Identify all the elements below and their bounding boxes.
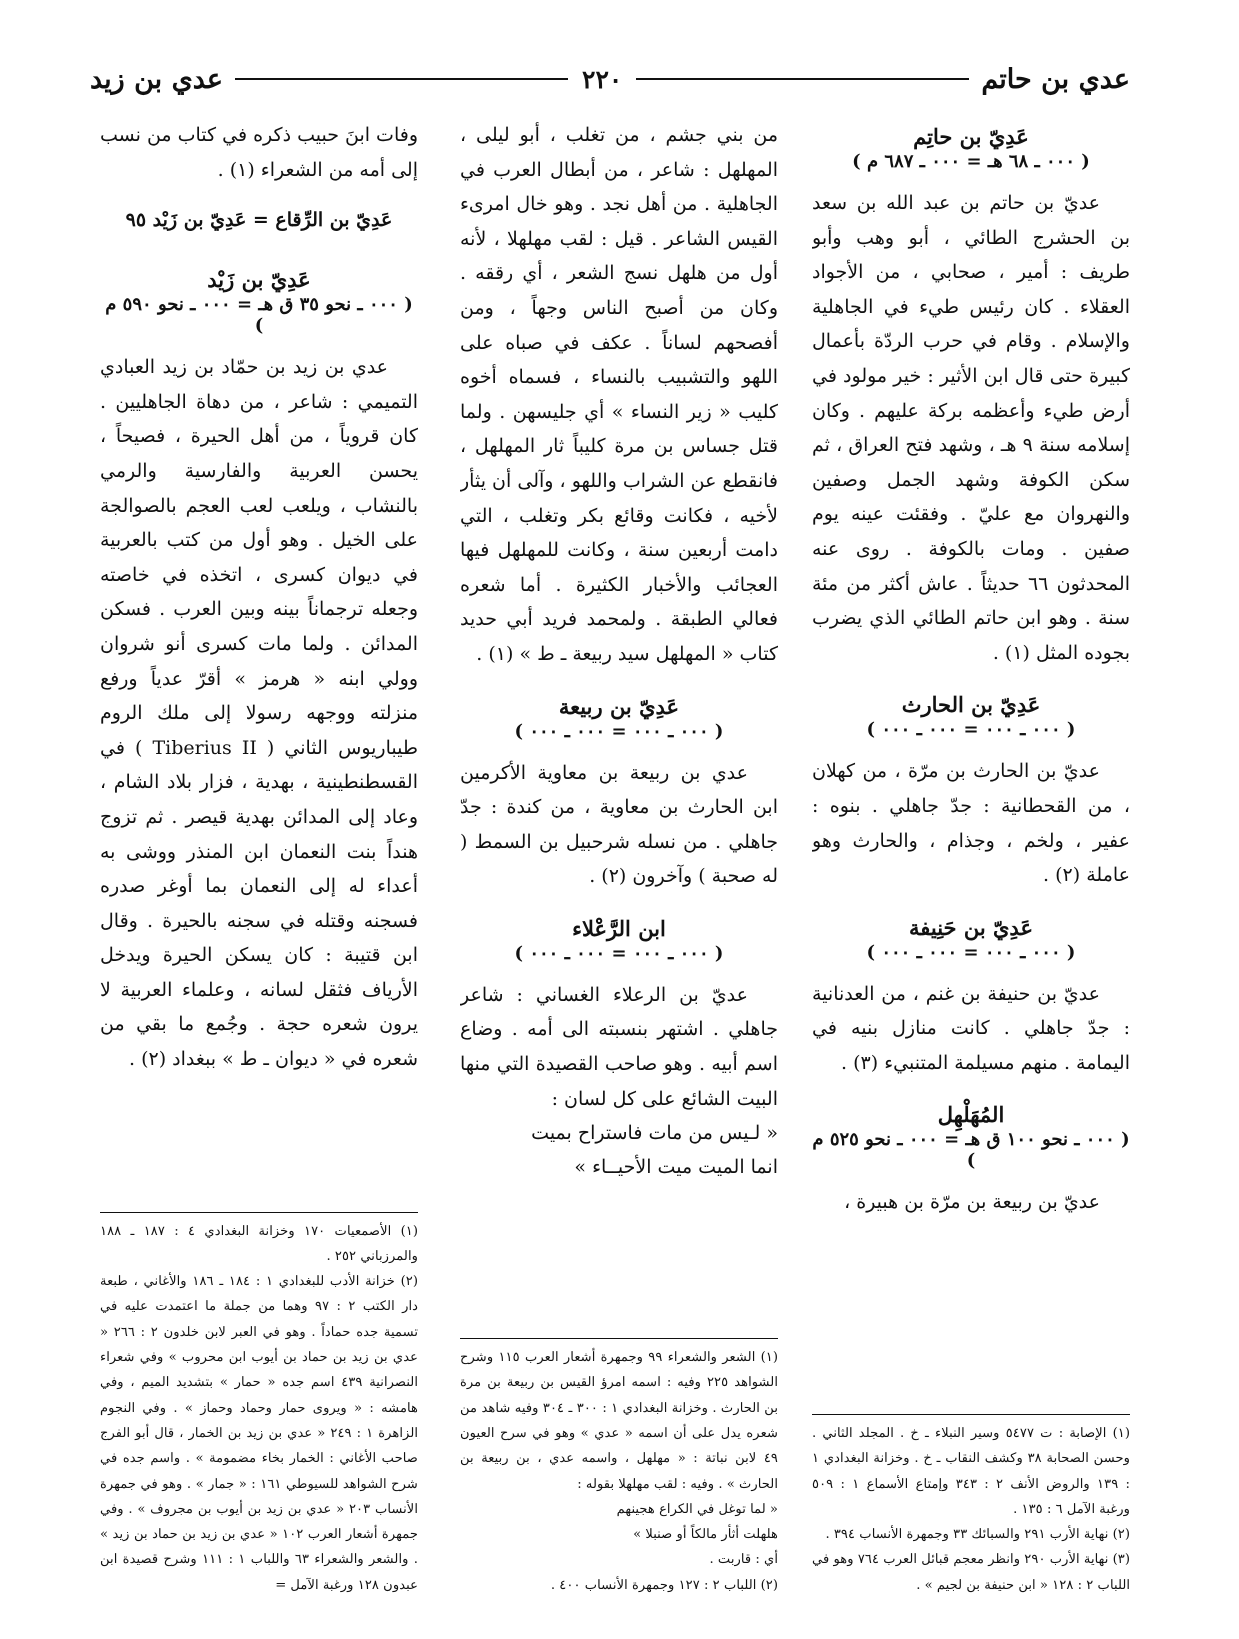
entry-text: عدي بن ربيعة بن معاوية الأكرمين ابن الحارث بن معاوية ، من كندة : جدّ جاهلي . من نسله شرحبيل بن السمط ( له صحبة ) وآخرون (٢) .: [460, 761, 778, 888]
entry-text: عديّ بن حنيفة بن غنم ، من العدنانية : جدّ جاهلي . كانت منازل بنيه في اليمامة . منهم مسيلمة المتنبيء (٣) .: [812, 982, 1130, 1074]
footnote: (٢) اللباب ٢ : ١٢٧ وجمهرة الأنساب ٤٠٠ .: [550, 1577, 778, 1593]
footnote: (٢) خزانة الأدب للبغدادي ١ : ١٨٤ ـ ١٨٦ والأغاني ، طبعة دار الكتب ٢ : ٩٧ وهما من جملة ما اعتمدت عليه في تسمية جده حماداً . وهو في العبر لابن خلدون ٢ : ٢٦٦ « عدي بن زيد بن حماد بن أيوب ابن محروب » وفي شعراء النصرانية ٤٣٩ اسم جده « حمار » بتشديد الميم ، وفي هامشه : « ويروى حمار وحماد وحماز » . وفي النجوم الزاهرة ١ : ٢٤٩ « عدي بن زيد بن الخمار ، قال أبو الفرج صاحب الأغاني : الخمار بخاء مضمومة » . واسم جده في شرح الشواهد للسيوطي ١٦١ : « جمار » . وهو في جمهرة الأنساب ٢٠٣ « عدي بن زيد بن أيوب بن مجروف » . وفي جمهرة أشعار العرب ١٠٢ « عدي بن زيد بن حماد بن زيد » . والشعر والشعراء ٦٣ واللباب ١ : ١١١ وشرح قصيدة ابن عبدون ١٢٨ ورغبة الآمل =: [100, 1274, 419, 1593]
entry-title: عَدِيّ بن زَيْد: [207, 267, 311, 293]
entry-adi-bin-al-harith: [812, 692, 1130, 892]
entry-title: عَدِيّ بن حَنِيفة: [909, 914, 1033, 940]
entry-dates: ( ٠٠٠ ـ ٦٨ هـ = ٠٠٠ ـ ٦٨٧ م ): [852, 151, 1090, 172]
entry-dates: ( ٠٠٠ ـ ٠٠٠ = ٠٠٠ ـ ٠٠٠ ): [514, 942, 724, 964]
entry-dates: ( ٠٠٠ ـ ٠٠٠ = ٠٠٠ ـ ٠٠٠ ): [514, 720, 724, 742]
entry-text: من بني جشم ، من تغلب ، أبو ليلى ، المهلهل : شاعر ، من أبطال العرب في الجاهلية . من أهل نجد . وهو خال امرىء القيس الشاعر . قيل : لقب مهلهلا ، لأنه أول من هلهل نسج الشعر ، أي رققه . وكان من أصبح الناس وجهاً ، ومن أفصحهم لساناً . عكف في صباه على اللهو والتشبيب بالنساء ، فسماه أخوه كليب « زير النساء » أي جليسهن . ولما قتل جساس بن مرة كليباً ثار المهلهل ، فانقطع عن الشراب واللهو ، وآلى أن يثأر لأخيه ، فكانت وقائع بكر وتغلب ، التي دامت أربعين سنة ، وكانت للمهلهل فيها العجائب والأخبار الكثيرة . أما شعره فعالي الطبقة . ولمحمد فريد أبي حديد كتاب « المهلهل سيد ربيعة ـ ط » (١) .: [460, 124, 778, 665]
verse-line: انما الميت ميت الأحيــاء »: [574, 1156, 778, 1179]
header-rule: [235, 78, 568, 80]
entry-title: عَدِيّ بن الحارث: [901, 692, 1041, 718]
footnotes: [100, 1212, 418, 1598]
footnote: (١) الشعر والشعراء ٩٩ وجمهرة أشعار العرب ١١٥ وشرح الشواهد ٢٢٥ وفيه : اسمه امرؤ القيس بن ربيعة بن مرة بن الحارث . وخزانة البغدادي ١ : ٣٠٠ ـ ٣٠٤ وفيه شاهد من شعره يدل على أن اسمه « عدي » وهو في سرح العيون ٤٩ لابن نباتة : « مهلهل ، واسمه عدي ، بن ربيعة بن الحارث » . وفيه : لقب مهلهلا بقوله :: [460, 1350, 779, 1492]
page-header: [90, 54, 1130, 104]
entry-text: عديّ بن ربيعة بن مرّة بن هبيرة ،: [844, 1191, 1100, 1214]
cross-reference: عَدِيّ بن الرِّقاع = عَدِيّ بن زَيْد ٩٥: [125, 209, 393, 232]
entry-text: عدي بن زيد بن حمّاد بن زيد العبادي التميمي : شاعر ، من دهاة الجاهليين . كان قروياً ، من أهل الحيرة ، فصيحاً ، يحسن العربية والفارسية والرمي بالنشاب ، ويلعب لعب العجم بالصوالجة على الخيل . وهو أول من كتب بالعربية في ديوان كسرى ، اتخذه في خاصته وجعله ترجماناً بينه وبين العرب . فسكن المدائن . ولما مات كسرى أنو شروان وولي ابنه « هرمز » أقرّ عدياً ورفع منزلته ووجهه رسولا إلى ملك الروم طيباريوس الثاني ( Tiberius II ) في القسطنطينية ، بهدية ، فزار بلاد الشام ، وعاد إلى المدائن بهدية قيصر . ثم تزوج هنداً بنت النعمان ابن المنذر ووشى به أعداء له إلى النعمان بما أوغر صدره فسجنه وقتله في سجنه بالحيرة . وقال ابن قتيبة : كان يسكن الحيرة ويدخل الأرياف فثقل لسانه ، وعلماء العربية لا يرون شعره حجة . وجُمع ما بقي من شعره في « ديوان ـ ط » ببغداد (٢) .: [100, 356, 418, 1071]
entry-al-muhalhil: [812, 1102, 1130, 1220]
entry-text: عديّ بن حاتم بن عبد الله بن سعد بن الحشرج الطائي ، أبو وهب وأبو طريف : أمير ، صحابي ، من الأجواد العقلاء . كان رئيس طيء في الجاهلية والإسلام . وقام في حرب الردّة بأعمال كبيرة حتى قال ابن الأثير : خير مولود في أرض طيء وأعظمه بركة عليهم . وكان إسلامه سنة ٩ هـ ، وشهد فتح العراق ، ثم سكن الكوفة وشهد الجمل وصفين والنهروان مع عليّ . وفقئت عينه يوم صفين . ومات بالكوفة . روى عنه المحدثون ٦٦ حديثاً . عاش أكثر من مئة سنة . وهو ابن حاتم الطائي الذي يضرب بجوده المثل (١) .: [812, 192, 1130, 664]
column-middle: [460, 118, 778, 1598]
column-body: [812, 118, 1130, 1414]
footnote: (١) الإصابة : ت ٥٤٧٧ وسير النبلاء ـ خ . المجلد الثاني . وحسن الصحابة ٣٨ وكشف النقاب ـ خ . وخزانة البغدادي ١ : ١٣٩ والروض الأنف ٢ : ٣٤٣ وإمتاع الأسماع ١ : ٥٠٩ ورغبة الآمل ٦ : ١٣٥ .: [812, 1425, 1130, 1517]
entry-dates: ( ٠٠٠ ـ ٠٠٠ = ٠٠٠ ـ ٠٠٠ ): [866, 941, 1076, 963]
entry-title: المُهَلْهِل: [937, 1102, 1005, 1128]
footnote: (٣) نهاية الأرب ٢٩٠ وانظر معجم قبائل العرب ٧٦٤ وهو في اللباب ٢ : ١٢٨ « ابن حنيفة بن لجيم » .: [812, 1552, 1130, 1593]
header-center: [235, 65, 969, 94]
entry-adi-bin-zayd: [100, 267, 418, 1076]
column-right: [812, 118, 1130, 1598]
entry-dates: ( ٠٠٠ ـ ٠٠٠ = ٠٠٠ ـ ٠٠٠ ): [866, 719, 1076, 741]
footnotes: [812, 1414, 1130, 1598]
entry-dates: ( ٠٠٠ ـ نحو ١٠٠ ق هـ = ٠٠٠ ـ نحو ٥٢٥ م ): [812, 1129, 1130, 1172]
column-body: [100, 118, 418, 1212]
column-left: [100, 118, 418, 1598]
footnote-verse: هلهلت أثأر مالكاً أو صنبلا »: [633, 1527, 778, 1543]
entry-text: وفات ابنَ حبيب ذكره في كتاب من نسب إلى أمه من الشعراء (١) .: [100, 124, 418, 181]
column-body: [460, 118, 778, 1338]
page-number: ٢٢٠: [582, 64, 623, 94]
footnote-verse: « لما توغل في الكراع هجينهم: [616, 1501, 778, 1517]
entry-title: عَدِيّ بن ربيعة: [558, 693, 680, 719]
entry-adi-bin-rabia: [460, 694, 778, 894]
entry-title: ابن الرَّعْلاء: [572, 915, 666, 941]
header-rule: [636, 78, 969, 80]
entry-continuation: [100, 118, 418, 187]
footnote: (١) الأصمعيات ١٧٠ وخزانة البغدادي ٤ : ١٨٧ ـ ١٨٨ والمرزباني ٢٥٢ .: [100, 1223, 418, 1264]
entry-title: عَدِيّ بن حاتِم: [913, 124, 1029, 149]
footnotes: [460, 1338, 778, 1598]
entry-ibn-al-ralaa: [460, 916, 778, 1184]
verse-line: « لـيس من مات فاستراح بميت: [531, 1122, 778, 1145]
entry-text: عديّ بن الحارث بن مرّة ، من كهلان ، من القحطانية : جدّ جاهلي . بنوه : عفير ، ولخم ، وجذام ، والحارث وهو عاملة (٢) .: [812, 760, 1130, 887]
entry-adi-bin-hanifa: [812, 915, 1130, 1081]
running-title-left: عدي بن زيد: [90, 63, 224, 95]
running-title-right: عدي بن حاتم: [981, 63, 1130, 95]
footnote: أي : قاربت .: [709, 1552, 778, 1568]
entry-text: عديّ بن الرعلاء الغساني : شاعر جاهلي . اشتهر بنسبته الى أمه . وضاع اسم أبيه . وهو صاحب القصيدة التي منها البيت الشائع على كل لسان :: [460, 983, 778, 1110]
verse: [460, 1116, 778, 1184]
entry-dates: ( ٠٠٠ ـ نحو ٣٥ ق هـ = ٠٠٠ ـ نحو ٥٩٠ م ): [105, 294, 413, 337]
footnote: (٢) نهاية الأرب ٢٩١ والسبائك ٣٣ وجمهرة الأنساب ٣٩٤ .: [825, 1527, 1130, 1543]
entry-continuation: [460, 118, 778, 672]
entry-adi-bin-hatim: [812, 124, 1130, 670]
